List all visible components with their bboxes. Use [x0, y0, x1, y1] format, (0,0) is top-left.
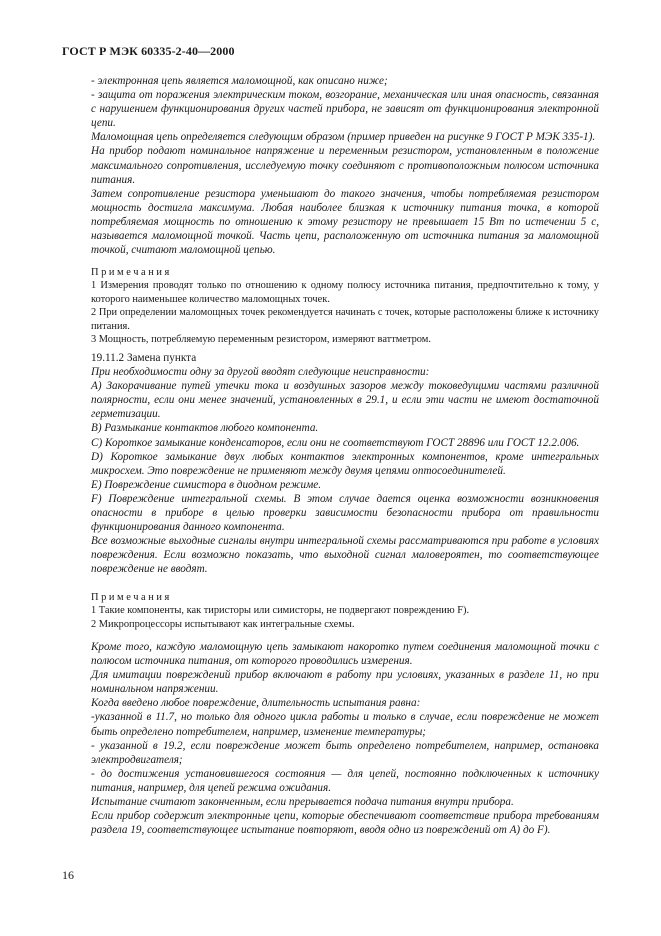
section-heading: 19.11.2 Замена пункта: [91, 352, 197, 364]
fault-f: F) Повреждение интегральной схемы. В этом случае дается оценка возможности возникновения опасности в приборе в целью проверки зависимости безопасности прибора от правильности функционирования данного компонента.: [91, 492, 599, 534]
block1-p3: Маломощная цепь определяется следующим образом (пример приведен на рисунке 9 ГОСТ Р МЭК 335-1).: [91, 131, 596, 144]
section-19-11-2: [91, 351, 599, 577]
block2: [91, 640, 599, 837]
notes1-item-3: 3 Мощность, потребляемую переменным резистором, измеряют ваттметром.: [91, 334, 431, 346]
block1-p5: Затем сопротивление резистора уменьшают до такого значения, чтобы потребляемая резистором мощность достигла максимума. Любая наиболее близкая к источнику питания точка, в которой потребляемая мощность по отношению к этому резистору не превышает 15 Вт по истечении 5 с, называется маломощной точкой. Часть цепи, расположенную от источника питания за маломощной точкой, считают маломощной цепью.: [91, 187, 599, 257]
block2-p5: - указанной в 19.2, если повреждение может быть определено потребителем, например, остановка электродвигателя;: [91, 739, 599, 766]
block2-p7: Испытание считают законченным, если прерывается подача питания внутри прибора.: [91, 796, 514, 809]
notes1-item-1: 1 Измерения проводят только по отношению к одному полюсу источника питания, предпочтительно к тому, у которого наименьшее количество маломощных точек.: [91, 280, 599, 305]
block2-p4: -указанной в 11.7, но только для одного цикла работы и только в случае, если повреждение не может быть определено потребителем, например, изменение температуры;: [91, 711, 599, 738]
section-p-last: Все возможные выходные сигналы внутри интегральной схемы рассматриваются при работе в условиях повреждения. Если возможно показать, что выходной сигнал маловероятен, то соответствующее повреждение не вводят.: [91, 535, 599, 576]
notes2-item-1: 1 Такие компоненты, как тиристоры или симисторы, не подвергают повреждению F).: [91, 605, 470, 617]
fault-b: В) Размыкание контактов любого компонента.: [91, 422, 319, 435]
fault-a: А) Закорачивание путей утечки тока и воздушных зазоров между токоведущими частями различной полярности, если они менее значений, установленных в 29.1, и если эти части не имеют достаточной герметизации.: [91, 380, 599, 421]
fault-c: С) Короткое замыкание конденсаторов, если они не соответствуют ГОСТ 28896 или ГОСТ 12.2.006.: [91, 436, 580, 449]
block2-p6: - до достижения установившегося состояния — для цепей, постоянно подключенных к источнику питания, например, для цепей режима ожидания.: [91, 767, 599, 794]
block1-p4: На прибор подают номинальное напряжение и переменным резистором, установленным в положение максимального сопротивления, исследуемую точку соединяют с противоположным полюсом источника питания.: [91, 145, 599, 186]
section-p1: При необходимости одну за другой вводят следующие неисправности:: [91, 366, 430, 379]
notes2-item-2: 2 Микропроцессоры испытывают как интегральные схемы.: [91, 618, 355, 630]
block1-p1: - электронная цепь является маломощной, как описано ниже;: [91, 75, 388, 87]
block2-p1: Кроме того, каждую маломощную цепь замыкают накоротко путем соединения маломощной точки с полюсом источника питания, от которого проводились измерения.: [91, 641, 599, 668]
notes1-title: Примечания: [91, 267, 172, 278]
notes1: [91, 266, 599, 346]
notes2-title: Примечания: [91, 592, 172, 603]
block2-p3: Когда введено любое повреждение, длительность испытания равна:: [91, 697, 421, 710]
block2-p8: Если прибор содержит электронные цепи, которые обеспечивают соответствие прибора требованиям раздела 19, соответствующее испытание повторяют, вводя одно из повреждений от А) до F).: [91, 810, 599, 837]
block1-p2: - защита от поражения электрическим током, возгорание, механическая или иная опасность, связанная с нарушением функционирования других частей прибора, не зависят от функционирования электронной цепи.: [91, 89, 599, 130]
fault-e: E) Повреждение симистора в диодном режиме.: [91, 478, 322, 491]
page-header: ГОСТ Р МЭК 60335-2-40—2000: [62, 44, 235, 58]
notes1-item-2: 2 При определении маломощных точек рекомендуется начинать с точек, которые расположены ближе к источнику питания.: [91, 307, 599, 332]
notes2: [91, 591, 599, 631]
fault-d: D) Короткое замыкание двух любых контактов электронных компонентов, кроме интегральных микросхем. Это повреждение не применяют между двумя цепями оптосоединителей.: [91, 450, 599, 477]
block2-p2: Для имитации повреждений прибор включают в работу при условиях, указанных в разделе 11, но при номинальном напряжении.: [91, 669, 599, 696]
block1: [91, 74, 599, 257]
page-number: 16: [62, 868, 74, 882]
